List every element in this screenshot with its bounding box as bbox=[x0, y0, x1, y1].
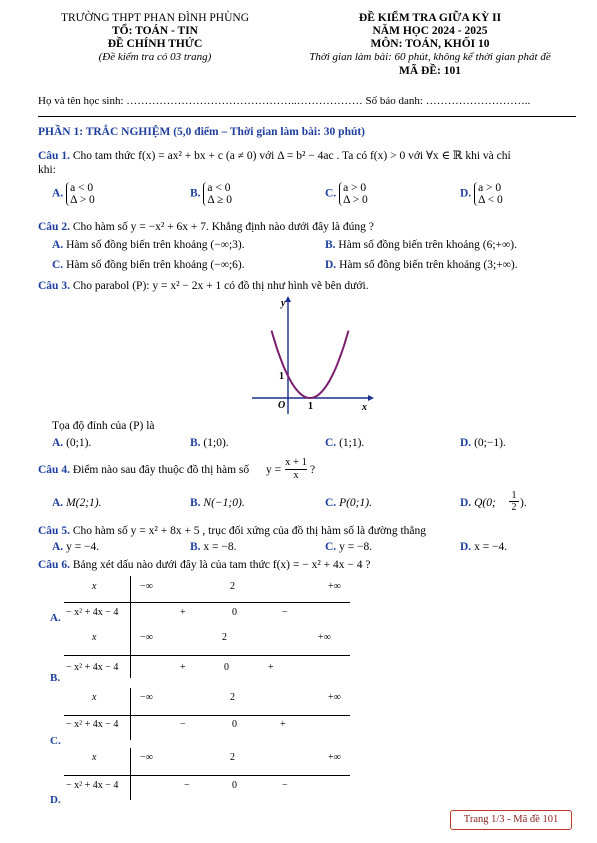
q2-stem bbox=[38, 221, 374, 233]
q2-option-c[interactable]: C. Hàm số đồng biến trên khoảng (−∞;6). bbox=[52, 259, 245, 271]
official-label: ĐỀ CHÍNH THỨC bbox=[107, 38, 203, 50]
sign-table-a[interactable]: x −∞ 2 +∞ − x² + 4x − 4 + 0 − bbox=[50, 576, 360, 626]
q4-d-fraction: 1 2 bbox=[509, 490, 519, 513]
q3-stem bbox=[38, 280, 369, 292]
q5-label: Câu 5. bbox=[38, 525, 70, 537]
table-a-key: A. bbox=[50, 612, 61, 624]
option-key: C. bbox=[325, 187, 337, 200]
q3-prompt: Tọa độ đỉnh của (P) là bbox=[52, 420, 155, 432]
q1-text: Cho tam thức f(x) = ax² + bx + c (a ≠ 0) với Δ = b² − 4ac . Ta có f(x) > 0 với ∀x ∈ ℝ khi và chỉ bbox=[69, 150, 511, 162]
option-key: B. bbox=[190, 187, 201, 200]
q1-option-d[interactable] bbox=[460, 182, 503, 206]
q4-fraction: x + 1 x bbox=[285, 457, 307, 481]
q3-option-d[interactable]: D. (0;−1). bbox=[460, 437, 506, 449]
pages-note: (Đề kiểm tra có 03 trang) bbox=[98, 51, 212, 63]
q3-label: Câu 3. bbox=[38, 280, 70, 292]
y-axis-label: y bbox=[281, 298, 286, 309]
school-name: TRƯỜNG THPT PHAN ĐÌNH PHÙNG bbox=[60, 12, 250, 24]
q5-option-c[interactable]: C. y = −8. bbox=[325, 541, 373, 553]
origin-label: O bbox=[278, 400, 286, 411]
y-axis-arrow bbox=[285, 296, 291, 302]
q4-option-d-close: ). bbox=[520, 497, 527, 509]
option-key: A. bbox=[52, 187, 64, 200]
q5-stem bbox=[38, 525, 426, 537]
sign-table-b[interactable]: x −∞ 2 +∞ − x² + 4x − 4 + 0 + bbox=[50, 626, 360, 678]
page-footer: Trang 1/3 - Mã đề 101 bbox=[450, 810, 572, 830]
divider bbox=[38, 116, 576, 117]
q3-text: Cho parabol (P): y = x² − 2x + 1 có đồ thị như hình vẽ bên dưới. bbox=[69, 280, 369, 292]
q4-qmark: ? bbox=[310, 464, 316, 476]
q1-option-a[interactable] bbox=[52, 182, 95, 206]
brace-system: a > 0 Δ > 0 bbox=[339, 182, 368, 206]
department: TỔ: TOÁN - TIN bbox=[112, 25, 198, 37]
table-d-key: D. bbox=[50, 794, 61, 806]
q4-function: y = bbox=[266, 464, 282, 476]
exam-title: ĐỀ KIỂM TRA GIỮA KỲ II bbox=[358, 12, 502, 24]
q1-label: Câu 1. bbox=[38, 150, 70, 162]
q1-stem-cont: khi: bbox=[38, 164, 56, 176]
y-tick-1: 1 bbox=[279, 371, 284, 382]
parabola-graph bbox=[248, 294, 378, 418]
brace-system: a > 0 Δ < 0 bbox=[474, 182, 503, 206]
q4-option-a[interactable]: A. M(2;1). bbox=[52, 497, 102, 509]
q2-option-a[interactable]: A. Hàm số đồng biến trên khoảng (−∞;3). bbox=[52, 239, 245, 251]
brace-system: a < 0 Δ > 0 bbox=[66, 182, 95, 206]
q4-label: Câu 4. bbox=[38, 464, 70, 476]
q2-label: Câu 2. bbox=[38, 221, 70, 233]
q4-stem bbox=[38, 464, 249, 476]
q2-option-b[interactable]: B. Hàm số đồng biến trên khoảng (6;+∞). bbox=[325, 239, 517, 251]
q3-option-a[interactable]: A. (0;1). bbox=[52, 437, 92, 449]
x-axis-arrow bbox=[368, 395, 374, 401]
q1-option-b[interactable] bbox=[190, 182, 232, 206]
q3-option-b[interactable]: B. (1;0). bbox=[190, 437, 229, 449]
part1-title: PHẦN 1: TRẮC NGHIỆM (5,0 điểm – Thời gian làm bài: 30 phút) bbox=[38, 126, 366, 138]
q6-stem bbox=[38, 559, 371, 571]
q6-label: Câu 6. bbox=[38, 559, 70, 571]
q4-text: Điểm nào sau đây thuộc đồ thị hàm số bbox=[69, 464, 250, 476]
brace-system: a < 0 Δ ≥ 0 bbox=[203, 182, 232, 206]
q4-option-b[interactable]: B. N(−1;0). bbox=[190, 497, 245, 509]
q5-option-b[interactable]: B. x = −8. bbox=[190, 541, 237, 553]
q4-option-d[interactable]: D. Q(0; bbox=[460, 497, 496, 509]
x-tick-1: 1 bbox=[308, 401, 313, 412]
table-b-key: B. bbox=[50, 672, 61, 684]
table-c-key: C. bbox=[50, 735, 61, 747]
q5-option-a[interactable]: A. y = −4. bbox=[52, 541, 100, 553]
option-key: D. bbox=[460, 187, 472, 200]
q5-text: Cho hàm số y = x² + 8x + 5 , trục đối xứng của đồ thị hàm số là đường thẳng bbox=[69, 525, 427, 537]
q3-option-c[interactable]: C. (1;1). bbox=[325, 437, 365, 449]
q2-text: Cho hàm số y = −x² + 6x + 7. Khẳng định nào dưới đây là đúng ? bbox=[69, 221, 374, 233]
subject: MÔN: TOÁN, KHỐI 10 bbox=[370, 38, 490, 50]
parabola-curve bbox=[272, 331, 349, 398]
sign-table-d[interactable]: x −∞ 2 +∞ − x² + 4x − 4 − 0 − bbox=[50, 748, 360, 800]
school-year: NĂM HỌC 2024 - 2025 bbox=[372, 25, 488, 37]
q1-option-c[interactable] bbox=[325, 182, 368, 206]
q2-option-d[interactable]: D. Hàm số đồng biến trên khoảng (3;+∞). bbox=[325, 259, 518, 271]
exam-code: MÃ ĐỀ: 101 bbox=[399, 65, 461, 77]
sign-table-c[interactable]: x −∞ 2 +∞ − x² + 4x − 4 − 0 + bbox=[50, 688, 360, 740]
student-info-line: Họ và tên học sinh: ………………………………………..……………… Số báo danh: ……………………….. bbox=[38, 95, 531, 107]
q1-stem bbox=[38, 148, 511, 162]
q6-text: Bảng xét dấu nào dưới đây là của tam thức f(x) = − x² + 4x − 4 ? bbox=[69, 559, 371, 571]
x-axis-label: x bbox=[362, 402, 367, 413]
q4-option-c[interactable]: C. P(0;1). bbox=[325, 497, 372, 509]
time-note: Thời gian làm bài: 60 phút, không kể thời gian phát đề bbox=[309, 51, 551, 63]
q5-option-d[interactable]: D. x = −4. bbox=[460, 541, 508, 553]
